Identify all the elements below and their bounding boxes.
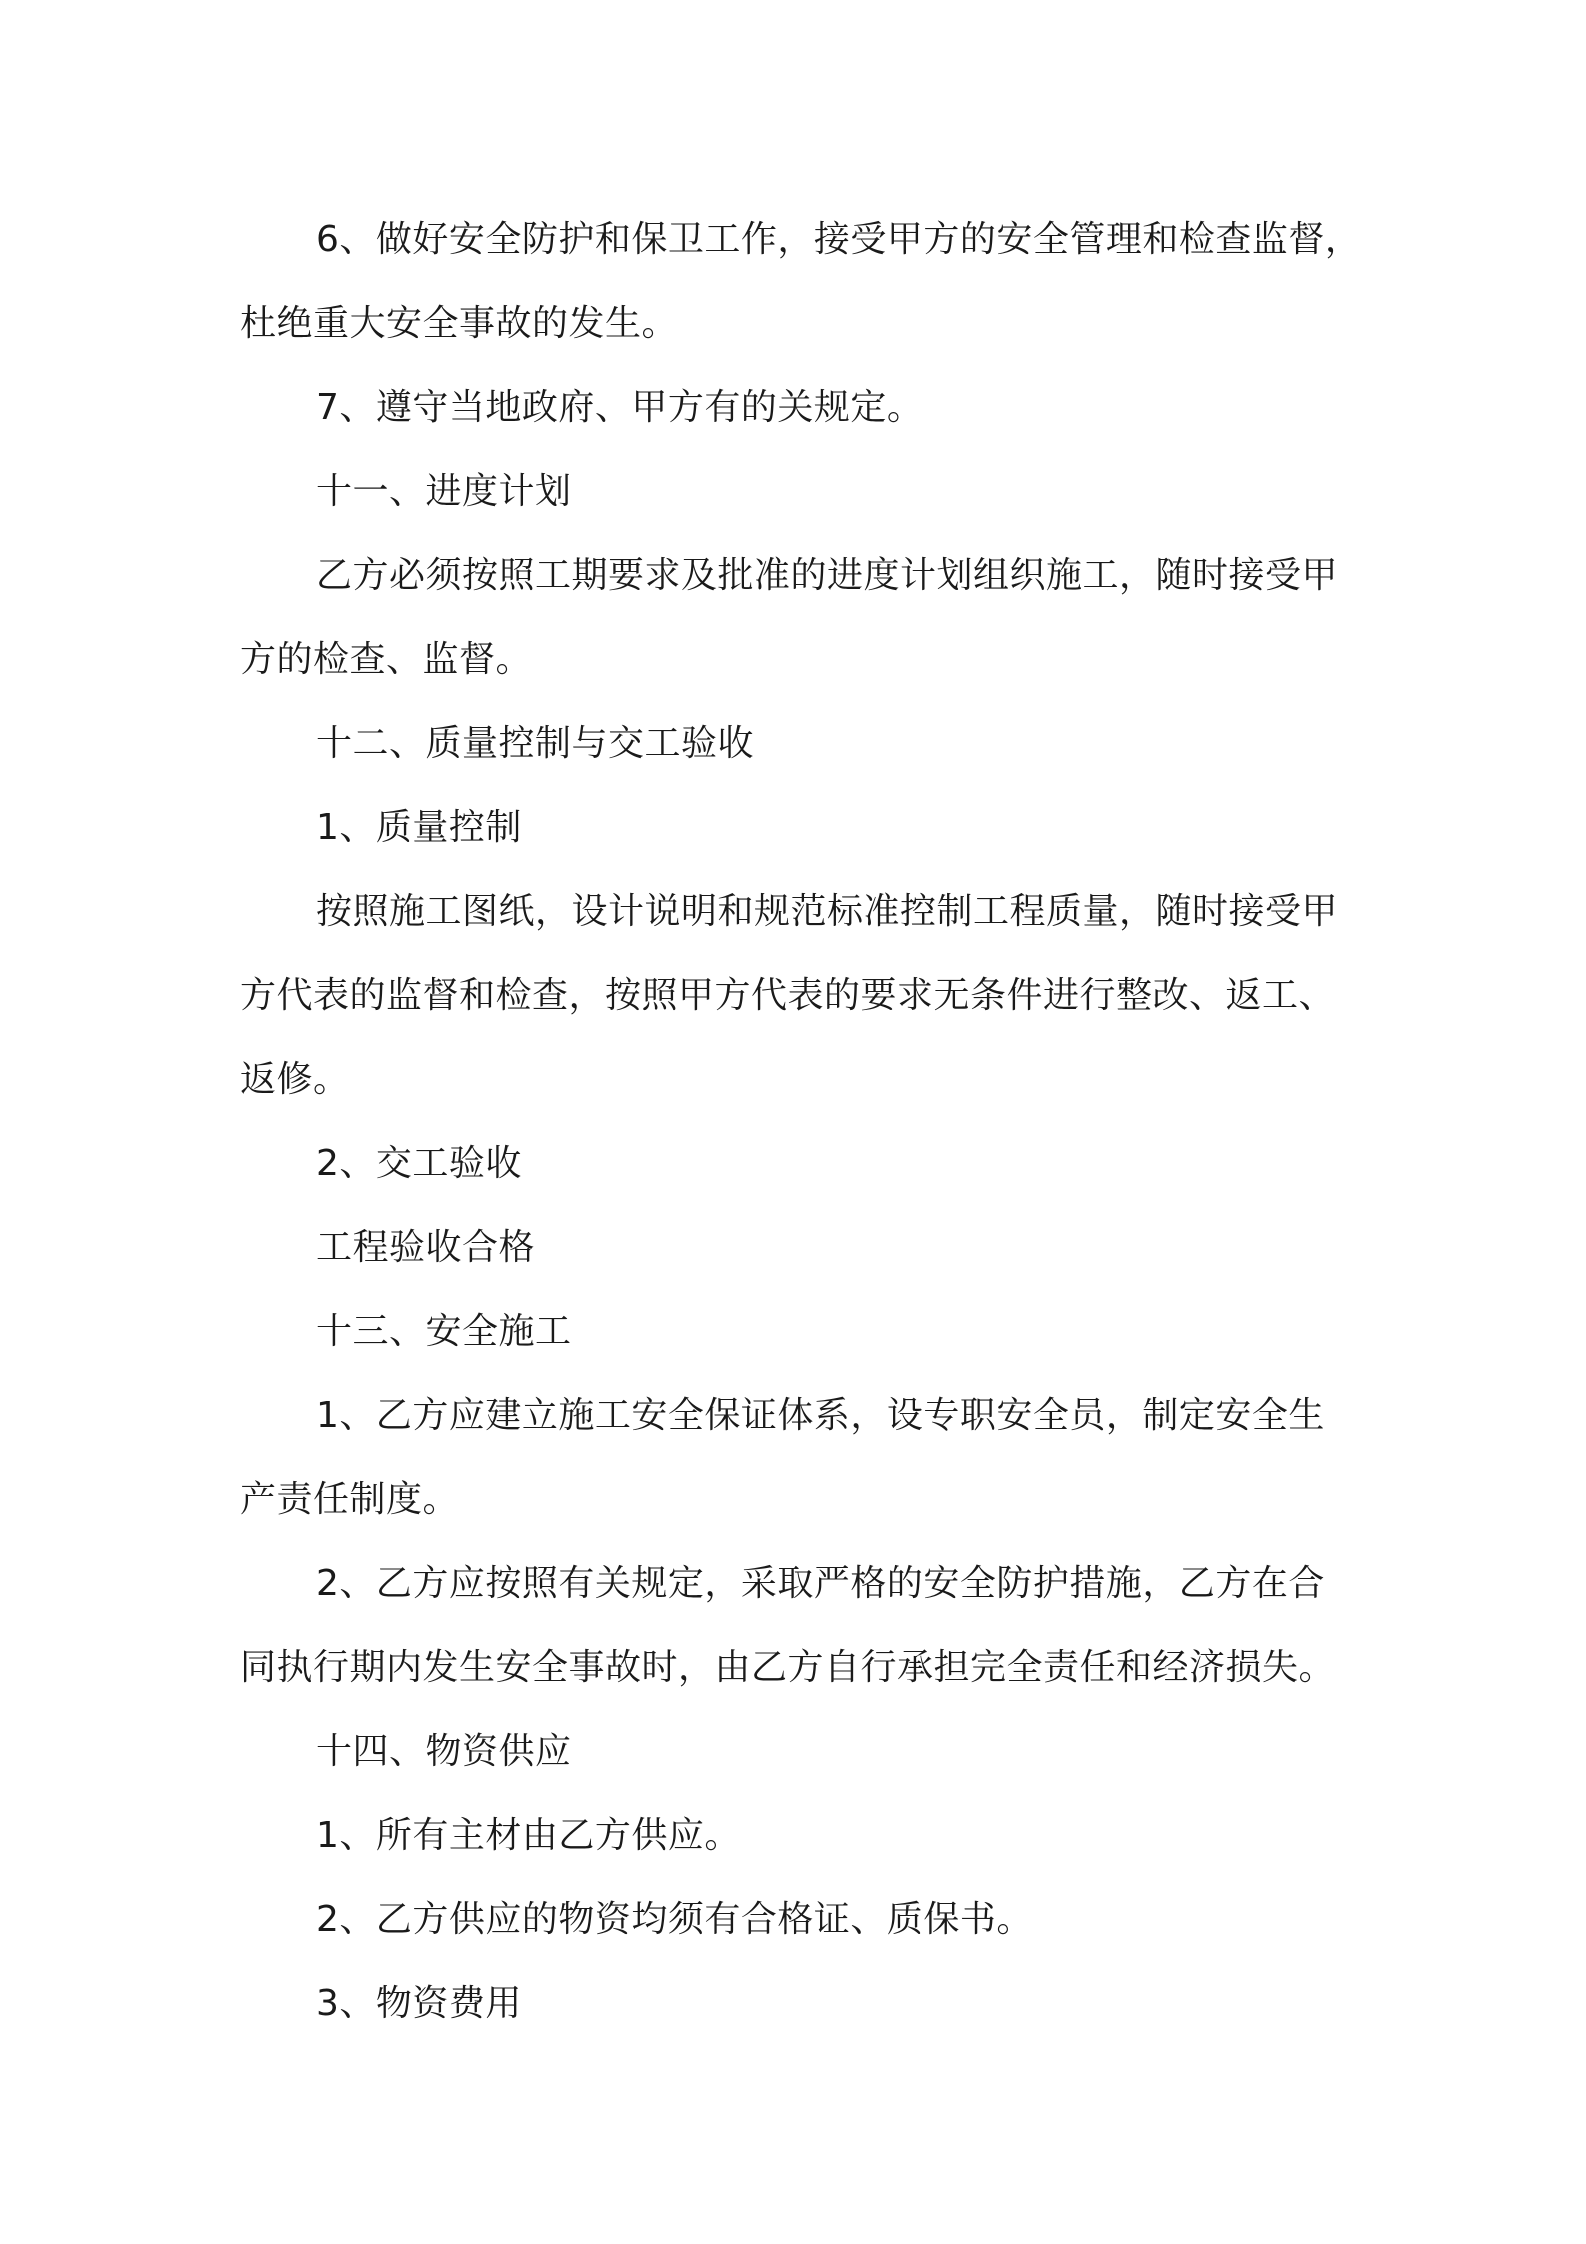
section-12-sub-1-text-line-3: 返修。 xyxy=(240,1059,350,1100)
clause-6-line-1: 6、做好安全防护和保卫工作，接受甲方的安全管理和检查监督， xyxy=(316,219,1362,260)
section-13-item-2-line-2: 同执行期内发生安全事故时，由乙方自行承担完全责任和经济损失。 xyxy=(240,1647,1336,1688)
section-11-text-line-2: 方的检查、监督。 xyxy=(240,639,533,680)
section-14-item-3: 3、物资费用 xyxy=(316,1983,522,2024)
section-12-heading: 十二、质量控制与交工验收 xyxy=(316,723,755,764)
section-13-heading: 十三、安全施工 xyxy=(316,1311,572,1352)
section-14-item-2: 2、乙方供应的物资均须有合格证、质保书。 xyxy=(316,1899,1033,1940)
section-12-sub-1-text-line-1: 按照施工图纸，设计说明和规范标准控制工程质量，随时接受甲 xyxy=(316,891,1339,932)
section-12-sub-1-heading: 1、质量控制 xyxy=(316,807,522,848)
section-13-item-2-line-1: 2、乙方应按照有关规定，采取严格的安全防护措施，乙方在合 xyxy=(316,1563,1325,1604)
section-11-heading: 十一、进度计划 xyxy=(316,471,572,512)
document-page xyxy=(240,198,1360,2046)
section-12-sub-2-text: 工程验收合格 xyxy=(316,1227,536,1268)
clause-6-line-2: 杜绝重大安全事故的发生。 xyxy=(240,303,679,344)
section-12-sub-2-heading: 2、交工验收 xyxy=(316,1143,522,1184)
section-13-item-1-line-1: 1、乙方应建立施工安全保证体系，设专职安全员，制定安全生 xyxy=(316,1395,1325,1436)
section-14-heading: 十四、物资供应 xyxy=(316,1731,572,1772)
section-11-text-line-1: 乙方必须按照工期要求及批准的进度计划组织施工，随时接受甲 xyxy=(316,555,1339,596)
section-13-item-1-line-2: 产责任制度。 xyxy=(240,1479,460,1520)
section-12-sub-1-text-line-2: 方代表的监督和检查，按照甲方代表的要求无条件进行整改、返工、 xyxy=(240,975,1336,1016)
section-14-item-1: 1、所有主材由乙方供应。 xyxy=(316,1815,741,1856)
clause-7: 7、遵守当地政府、甲方有的关规定。 xyxy=(316,387,924,428)
